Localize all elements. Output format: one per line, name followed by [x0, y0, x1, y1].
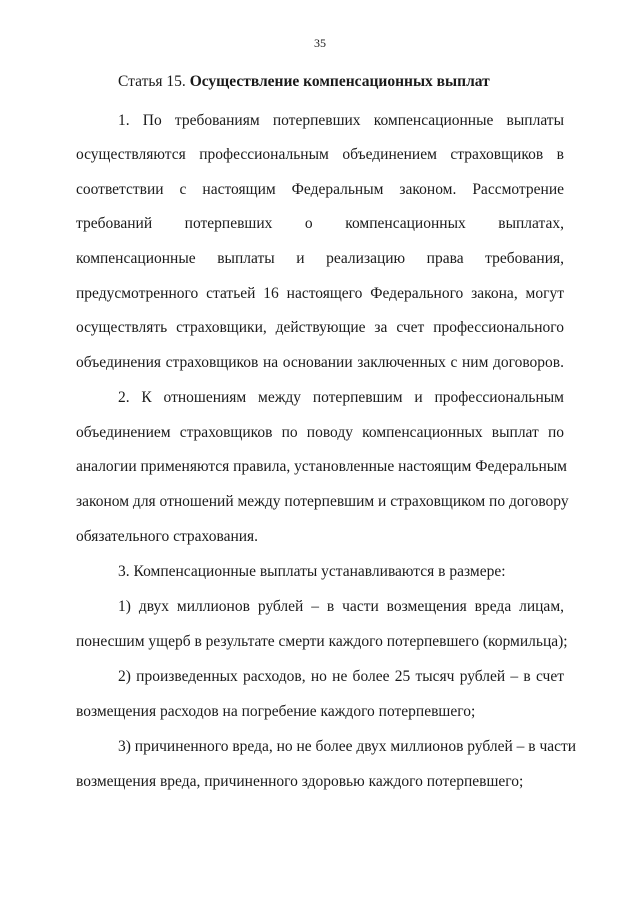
paragraph-line: понесшим ущерб в результате смерти каждого потерпевшего (кормильца); [76, 633, 568, 650]
paragraph-line: объединением страховщиков по поводу компенсационных выплат по [76, 424, 564, 441]
paragraph-line: возмещения расходов на погребение каждого потерпевшего; [76, 703, 476, 720]
article-title: Осуществление компенсационных выплат [189, 73, 490, 90]
article-heading [118, 73, 490, 91]
paragraph-line: 2. К отношениям между потерпевшим и профессиональным [118, 389, 564, 406]
paragraph-line: требований потерпевших о компенсационных выплатах, [76, 215, 564, 232]
paragraph-line: предусмотренного статьей 16 настоящего Федерального закона, могут [76, 285, 564, 302]
paragraph-line: законом для отношений между потерпевшим и страховщиком по договору [76, 493, 569, 510]
article-number: Статья 15. [118, 73, 186, 90]
paragraph-line: 3. Компенсационные выплаты устанавливаются в размере: [118, 563, 506, 580]
paragraph-line: осуществлять страховщики, действующие за счет профессионального [76, 319, 564, 336]
paragraph-line: компенсационные выплаты и реализацию права требования, [76, 250, 564, 267]
paragraph-line: 2) произведенных расходов, но не более 25 тысяч рублей – в счет [118, 668, 564, 685]
paragraph-line: аналогии применяются правила, установленные настоящим Федеральным [76, 458, 567, 475]
paragraph-line: возмещения вреда, причиненного здоровью каждого потерпевшего; [76, 773, 524, 790]
paragraph-line: 1) двух миллионов рублей – в части возмещения вреда лицам, [118, 598, 564, 615]
paragraph-line: осуществляются профессиональным объединением страховщиков в [76, 146, 564, 163]
paragraph-line: 1. По требованиям потерпевших компенсационные выплаты [118, 112, 564, 129]
paragraph-line: объединения страховщиков на основании заключенных с ним договоров. [76, 354, 564, 371]
paragraph-line: 3) причиненного вреда, но не более двух миллионов рублей – в части [118, 738, 577, 755]
paragraph-line: соответствии с настоящим Федеральным законом. Рассмотрение [76, 181, 564, 198]
paragraph-line: обязательного страхования. [76, 528, 259, 545]
page-number: 35 [314, 36, 326, 50]
